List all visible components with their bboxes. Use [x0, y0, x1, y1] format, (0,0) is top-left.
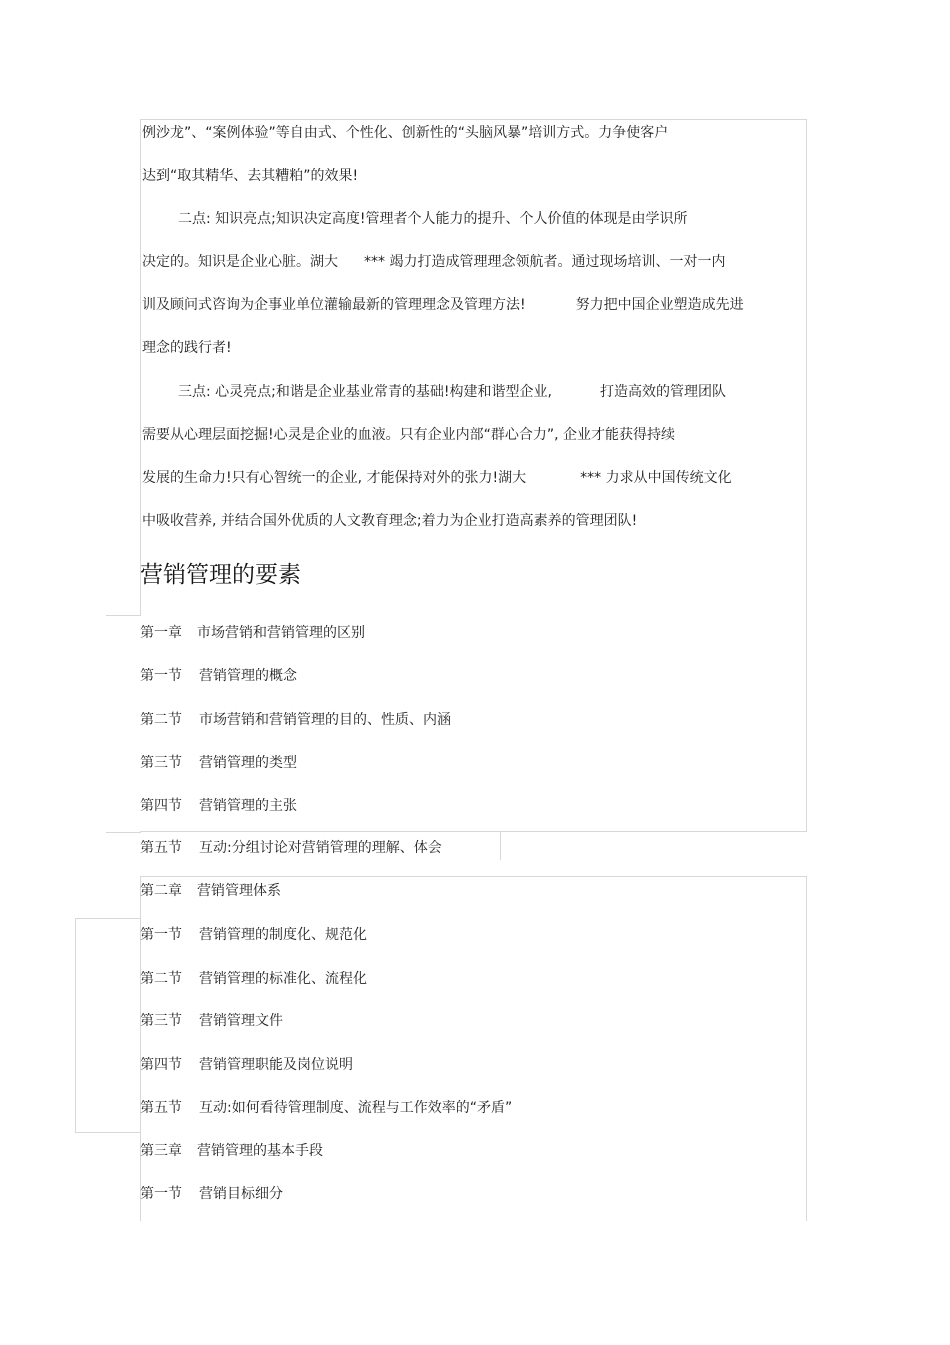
- paragraph-line: [142, 124, 668, 142]
- toc-number: 第四节: [140, 1057, 182, 1073]
- toc-title: 营销管理的基本手段: [197, 1143, 323, 1159]
- toc-title: 营销管理的制度化、规范化: [199, 927, 367, 943]
- toc-entry: [140, 1056, 353, 1074]
- toc-entry: [140, 624, 365, 642]
- paragraph-text: *** 力求从中国传统文化: [580, 470, 732, 486]
- page-frame-notch: [500, 832, 501, 860]
- toc-number: 第五节: [140, 1100, 182, 1116]
- page-frame-lower-left-tab: [75, 918, 141, 1133]
- toc-entry: [140, 667, 297, 685]
- toc-title: 营销管理的主张: [199, 798, 297, 814]
- toc-number: 第一节: [140, 668, 182, 684]
- toc-entry: [140, 926, 367, 944]
- toc-entry: [140, 1185, 283, 1203]
- toc-title: 营销管理体系: [197, 883, 281, 899]
- paragraph-text: 例沙龙”、“案例体验”等自由式、个性化、创新性的“头脑风暴”培训方式。力争使客户: [142, 125, 669, 141]
- toc-entry: [140, 1099, 512, 1117]
- paragraph-text: 中吸收营养, 并结合国外优质的人文教育理念;着力为企业打造高素养的管理团队!: [142, 513, 638, 529]
- paragraph-line: [142, 296, 744, 314]
- paragraph-text: 二点: 知识亮点;知识决定高度!管理者个人能力的提升、个人价值的体现是由学识所: [178, 211, 688, 227]
- paragraph-text: 打造高效的管理团队: [599, 384, 726, 400]
- paragraph-line: [178, 210, 688, 228]
- paragraph-line: [142, 426, 675, 444]
- toc-title: 营销管理职能及岗位说明: [199, 1057, 353, 1073]
- toc-title: 互动:分组讨论对营销管理的理解、体会: [199, 840, 442, 856]
- paragraph-text: 训及顾问式咨询为企事业单位灌输最新的管理理念及管理方法!: [142, 297, 526, 313]
- toc-title: 营销管理文件: [199, 1013, 283, 1029]
- paragraph-text: 努力把中国企业塑造成先进: [575, 297, 744, 313]
- toc-number: 第二节: [140, 712, 182, 728]
- toc-entry: [140, 711, 451, 729]
- paragraph-line: [142, 253, 725, 271]
- toc-number: 第三章: [140, 1143, 182, 1159]
- toc-number: 第四节: [140, 798, 182, 814]
- page-frame-mid-left-tab-2: [106, 832, 141, 833]
- toc-number: 第一节: [140, 1186, 182, 1202]
- toc-title: 营销管理的类型: [199, 755, 297, 771]
- toc-title: 营销目标细分: [199, 1186, 283, 1202]
- toc-title: 营销管理的标准化、流程化: [199, 971, 367, 987]
- paragraph-line: [142, 469, 732, 487]
- paragraph-text: 理念的践行者!: [142, 340, 232, 356]
- paragraph-text: 需要从心理层面挖掘!心灵是企业的血液。只有企业内部“群心合力”, 企业才能获得持续: [142, 427, 676, 443]
- toc-number: 第五节: [140, 840, 182, 856]
- paragraph-line: [142, 167, 358, 185]
- paragraph-text: 发展的生命力!只有心智统一的企业, 才能保持对外的张力!湖大: [142, 470, 527, 486]
- toc-entry: [140, 1142, 323, 1160]
- section-heading: 营销管理的要素: [140, 562, 301, 588]
- paragraph-line: [178, 383, 726, 401]
- toc-title: 营销管理的概念: [199, 668, 297, 684]
- paragraph-line: [142, 512, 637, 530]
- paragraph-line: [142, 339, 232, 357]
- toc-number: 第一节: [140, 927, 182, 943]
- toc-number: 第二章: [140, 883, 182, 899]
- toc-title: 市场营销和营销管理的区别: [197, 625, 365, 641]
- toc-entry: [140, 970, 367, 988]
- paragraph-text: *** 竭力打造成管理理念领航者。通过现场培训、一对一内: [364, 254, 726, 270]
- toc-title: 互动:如何看待管理制度、流程与工作效率的“矛盾”: [199, 1100, 513, 1116]
- paragraph-text: 决定的。知识是企业心脏。湖大: [142, 254, 338, 270]
- toc-number: 第三节: [140, 1013, 182, 1029]
- toc-entry: [140, 882, 281, 900]
- toc-entry: [140, 839, 442, 857]
- paragraph-text: 达到“取其精华、去其糟粕”的效果!: [142, 168, 359, 184]
- toc-entry: [140, 754, 297, 772]
- toc-title: 市场营销和营销管理的目的、性质、内涵: [199, 712, 451, 728]
- paragraph-text: 三点: 心灵亮点;和谐是企业基业常青的基础!构建和谐型企业,: [178, 384, 552, 400]
- page-frame-mid-left-tab: [106, 548, 141, 616]
- toc-entry: [140, 797, 297, 815]
- toc-number: 第三节: [140, 755, 182, 771]
- toc-number: 第一章: [140, 625, 182, 641]
- toc-entry: [140, 1012, 283, 1030]
- toc-number: 第二节: [140, 971, 182, 987]
